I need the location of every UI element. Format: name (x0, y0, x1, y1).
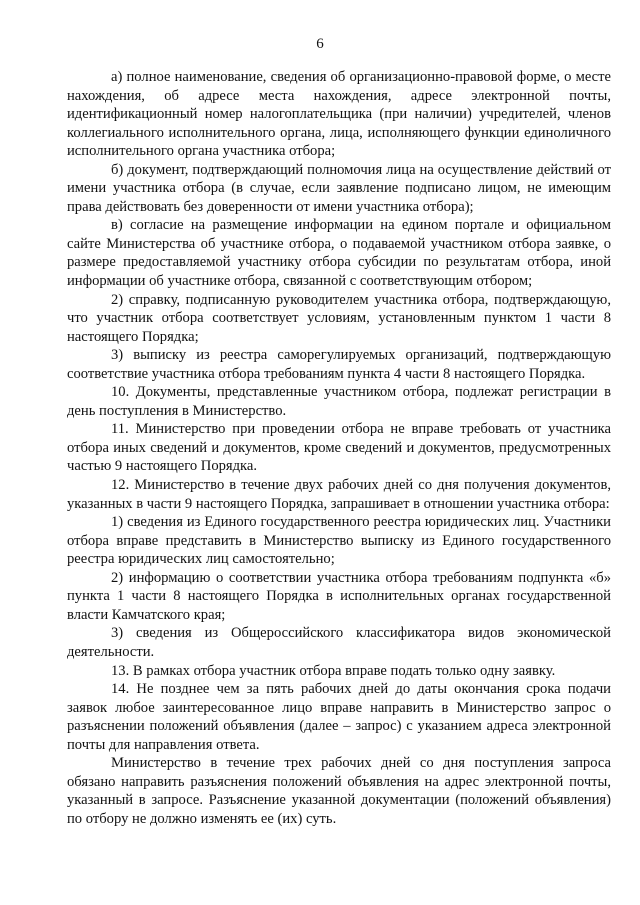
document-body (67, 68, 611, 828)
paragraph-section-12-item-1: 1) сведения из Единого государственного реестра юридических лиц. Участники отбора вправе представить в Министерство выписку из Единого государственного реестра юридических лиц самостоятельно; (67, 514, 611, 568)
paragraph-section-12-item-3: 3) сведения из Общероссийского классификатора видов экономической деятельности. (67, 625, 611, 660)
paragraph-item-2: 2) справку, подписанную руководителем участника отбора, подтверждающую, что участник отбора соответствует условиям, установленным пунктом 1 части 8 настоящего Порядка; (67, 291, 611, 345)
paragraph-section-11: 11. Министерство при проведении отбора не вправе требовать от участника отбора иных сведений и документов, кроме сведений и документов, предусмотренных частью 9 настоящего Порядка. (67, 421, 611, 475)
page-number: 6 (316, 36, 324, 52)
paragraph-section-13: 13. В рамках отбора участник отбора вправе подать только одну заявку. (111, 662, 556, 679)
paragraph-section-10: 10. Документы, представленные участником отбора, подлежат регистрации в день поступления в Министерство. (67, 384, 611, 419)
paragraph-item-v: в) согласие на размещение информации на едином портале и официальном сайте Министерства об участнике отбора, о подаваемой участником отбора заявке, о размере предоставляемой участнику отбора субсидии по результатам отбора, иной информации об участнике отбора, связанной с соответствующим отбором; (67, 217, 611, 290)
paragraph-section-14: 14. Не позднее чем за пять рабочих дней до даты окончания срока подачи заявок любое заинтересованное лицо вправе направить в Министерство запрос о разъяснении положений объявления (далее – запрос) с указанием адреса электронной почты для направления ответа. (67, 681, 611, 753)
paragraph-section-12-item-2: 2) информацию о соответствии участника отбора требованиям подпункта «б» пункта 1 части 8 настоящего Порядка в исполнительных органах государственной власти Камчатского края; (67, 569, 611, 623)
paragraph-section-14-continued: Министерство в течение трех рабочих дней со дня поступления запроса обязано направить разъяснения положений объявления на адрес электронной почты, указанный в запросе. Разъяснение указанной документации (положений объявления) по отбору не должно изменять ее (их) суть. (67, 755, 611, 827)
paragraph-item-a: а) полное наименование, сведения об организационно-правовой форме, о месте нахождения, об адресе места нахождения, адресе электронной почты, идентификационный номер налогоплательщика (при наличии) учредителей, членов коллегиального исполнительного органа, лица, исполняющего функции единоличного исполнительного органа участника отбора; (67, 69, 611, 160)
paragraph-item-b: б) документ, подтверждающий полномочия лица на осуществление действий от имени участника отбора (в случае, если заявление подписано лицом, не имеющим права действовать без доверенности от имени участника отбора); (67, 161, 611, 215)
paragraph-section-12: 12. Министерство в течение двух рабочих дней со дня получения документов, указанных в части 9 настоящего Порядка, запрашивает в отношении участника отбора: (67, 477, 611, 512)
paragraph-item-3: 3) выписку из реестра саморегулируемых организаций, подтверждающую соответствие участника отбора требованиям пункта 4 части 8 настоящего Порядка. (67, 347, 611, 382)
